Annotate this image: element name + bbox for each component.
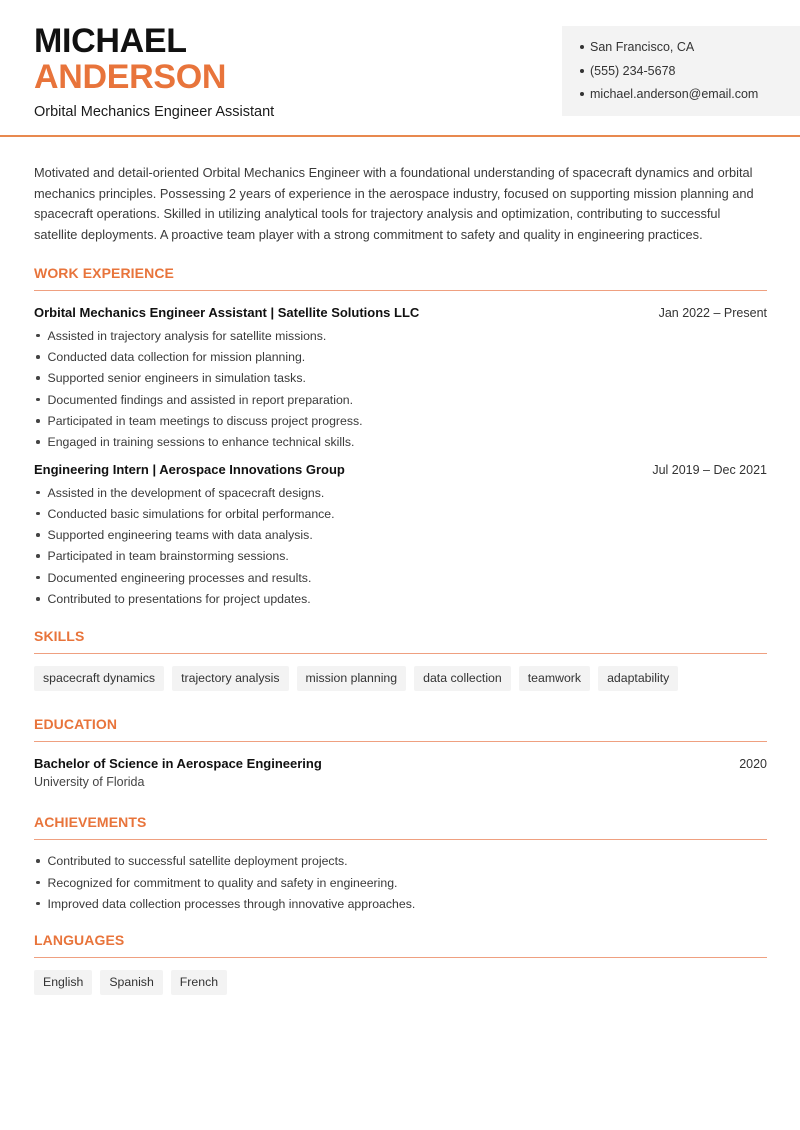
bullet-icon — [36, 334, 40, 338]
job-role: Orbital Mechanics Engineer Assistant | Satellite Solutions LLC — [34, 304, 420, 320]
achievement-list — [34, 853, 767, 917]
list-item-text: Supported engineering teams with data analysis. — [47, 528, 313, 543]
list-item — [34, 392, 767, 413]
language-tags — [34, 970, 767, 995]
list-item-text: Documented findings and assisted in report preparation. — [47, 392, 354, 407]
education-degree: Bachelor of Science in Aerospace Engineering — [34, 756, 322, 772]
contact-location-text: San Francisco, CA — [590, 40, 695, 54]
list-item-text: Engaged in training sessions to enhance technical skills. — [47, 435, 355, 450]
language-tag: French — [171, 970, 227, 995]
list-item — [34, 527, 767, 548]
list-item-text: Documented engineering processes and results. — [47, 570, 312, 585]
list-item — [34, 349, 767, 370]
job-header — [34, 462, 767, 477]
job-entry — [34, 462, 767, 613]
bullet-icon — [36, 440, 40, 444]
language-tag: Spanish — [100, 970, 162, 995]
job-bullets — [34, 485, 767, 613]
contact-location — [580, 38, 800, 62]
contact-email-text: michael.anderson@email.com — [590, 87, 759, 101]
language-tag: English — [34, 970, 92, 995]
list-item — [34, 591, 767, 612]
resume-header — [0, 0, 800, 137]
bullet-icon — [36, 554, 40, 558]
job-dates: Jan 2022 – Present — [658, 305, 767, 320]
list-item — [34, 370, 767, 391]
list-item-text: Improved data collection processes through innovative approaches. — [47, 896, 416, 911]
job-entry — [34, 305, 767, 456]
bullet-icon — [36, 491, 40, 495]
contact-phone-text: (555) 234-5678 — [590, 63, 676, 78]
education-school: University of Florida — [34, 775, 145, 790]
section-achievements — [34, 814, 767, 917]
bullet-icon — [36, 576, 40, 580]
section-divider — [34, 957, 767, 958]
list-item-text: Conducted basic simulations for orbital performance. — [47, 506, 335, 521]
list-item-text: Contributed to presentations for project updates. — [47, 592, 311, 607]
bullet-icon — [580, 92, 584, 96]
section-divider — [34, 653, 767, 654]
list-item-text: Contributed to successful satellite deployment projects. — [47, 854, 348, 869]
bullet-icon — [36, 355, 40, 359]
list-item — [34, 853, 767, 874]
education-year: 2020 — [739, 757, 767, 772]
list-item — [34, 413, 767, 434]
section-title: ACHIEVEMENTS — [34, 814, 147, 831]
last-name: ANDERSON — [34, 58, 227, 96]
bullet-icon — [36, 376, 40, 380]
education-header — [34, 756, 767, 771]
bullet-icon — [36, 419, 40, 423]
section-title: EDUCATION — [34, 716, 118, 733]
section-languages — [34, 932, 767, 995]
bullet-icon — [36, 533, 40, 537]
job-role: Engineering Intern | Aerospace Innovations Group — [34, 461, 345, 477]
summary: Motivated and detail-oriented Orbital Mechanics Engineer with a foundational understanding of spacecraft dynamics and orbital mechanics principles. Possessing 2 years of experience in the aerospace industry, focused on supporting mission planning and spacecraft operations. Skilled in utilizing analytical tools for trajectory analysis and optimization, contributing to successful satellite deployments. A proactive team player with a strong commitment to safety and quality in engineering practices. — [34, 165, 754, 243]
skill-tag: mission planning — [297, 666, 407, 691]
list-item-text: Participated in team brainstorming sessions. — [47, 549, 289, 564]
section-divider — [34, 741, 767, 742]
section-education — [34, 716, 767, 789]
list-item-text: Assisted in the development of spacecraft designs. — [47, 485, 325, 500]
job-dates: Jul 2019 – Dec 2021 — [652, 462, 767, 477]
bullet-icon — [36, 881, 40, 885]
list-item — [34, 506, 767, 527]
list-item-text: Participated in team meetings to discuss project progress. — [47, 414, 363, 428]
contact-box — [562, 26, 800, 116]
skill-tags — [34, 666, 767, 691]
skill-tag: trajectory analysis — [172, 666, 288, 691]
bullet-icon — [580, 69, 584, 73]
list-item-text: Supported senior engineers in simulation tasks. — [47, 371, 306, 386]
section-work-experience — [34, 265, 767, 613]
bullet-icon — [36, 902, 40, 906]
list-item-text: Recognized for commitment to quality and safety in engineering. — [47, 875, 398, 890]
list-item — [34, 570, 767, 591]
bullet-icon — [36, 859, 40, 863]
contact-email — [580, 85, 800, 109]
bullet-icon — [580, 45, 584, 49]
bullet-icon — [36, 512, 40, 516]
list-item — [34, 896, 767, 917]
job-header — [34, 305, 767, 320]
resume-body — [34, 163, 767, 995]
list-item-text: Assisted in trajectory analysis for satellite missions. — [47, 328, 327, 343]
skill-tag: adaptability — [598, 666, 678, 691]
section-divider — [34, 839, 767, 840]
skill-tag: spacecraft dynamics — [34, 666, 164, 691]
name-block — [34, 24, 274, 120]
list-item — [34, 328, 767, 349]
job-bullets — [34, 328, 767, 456]
list-item — [34, 875, 767, 896]
list-item-text: Conducted data collection for mission planning. — [47, 350, 306, 365]
contact-phone — [580, 62, 800, 86]
list-item — [34, 485, 767, 506]
list-item — [34, 434, 767, 455]
bullet-icon — [36, 597, 40, 601]
first-name: MICHAEL — [34, 22, 187, 60]
list-item — [34, 548, 767, 569]
section-title: SKILLS — [34, 628, 85, 645]
job-title: Orbital Mechanics Engineer Assistant — [34, 104, 275, 120]
section-title: LANGUAGES — [34, 932, 125, 949]
skill-tag: teamwork — [519, 666, 590, 691]
section-title: WORK EXPERIENCE — [34, 264, 174, 281]
skill-tag: data collection — [414, 666, 511, 691]
bullet-icon — [36, 398, 40, 402]
section-skills — [34, 628, 767, 691]
section-divider — [34, 290, 767, 291]
